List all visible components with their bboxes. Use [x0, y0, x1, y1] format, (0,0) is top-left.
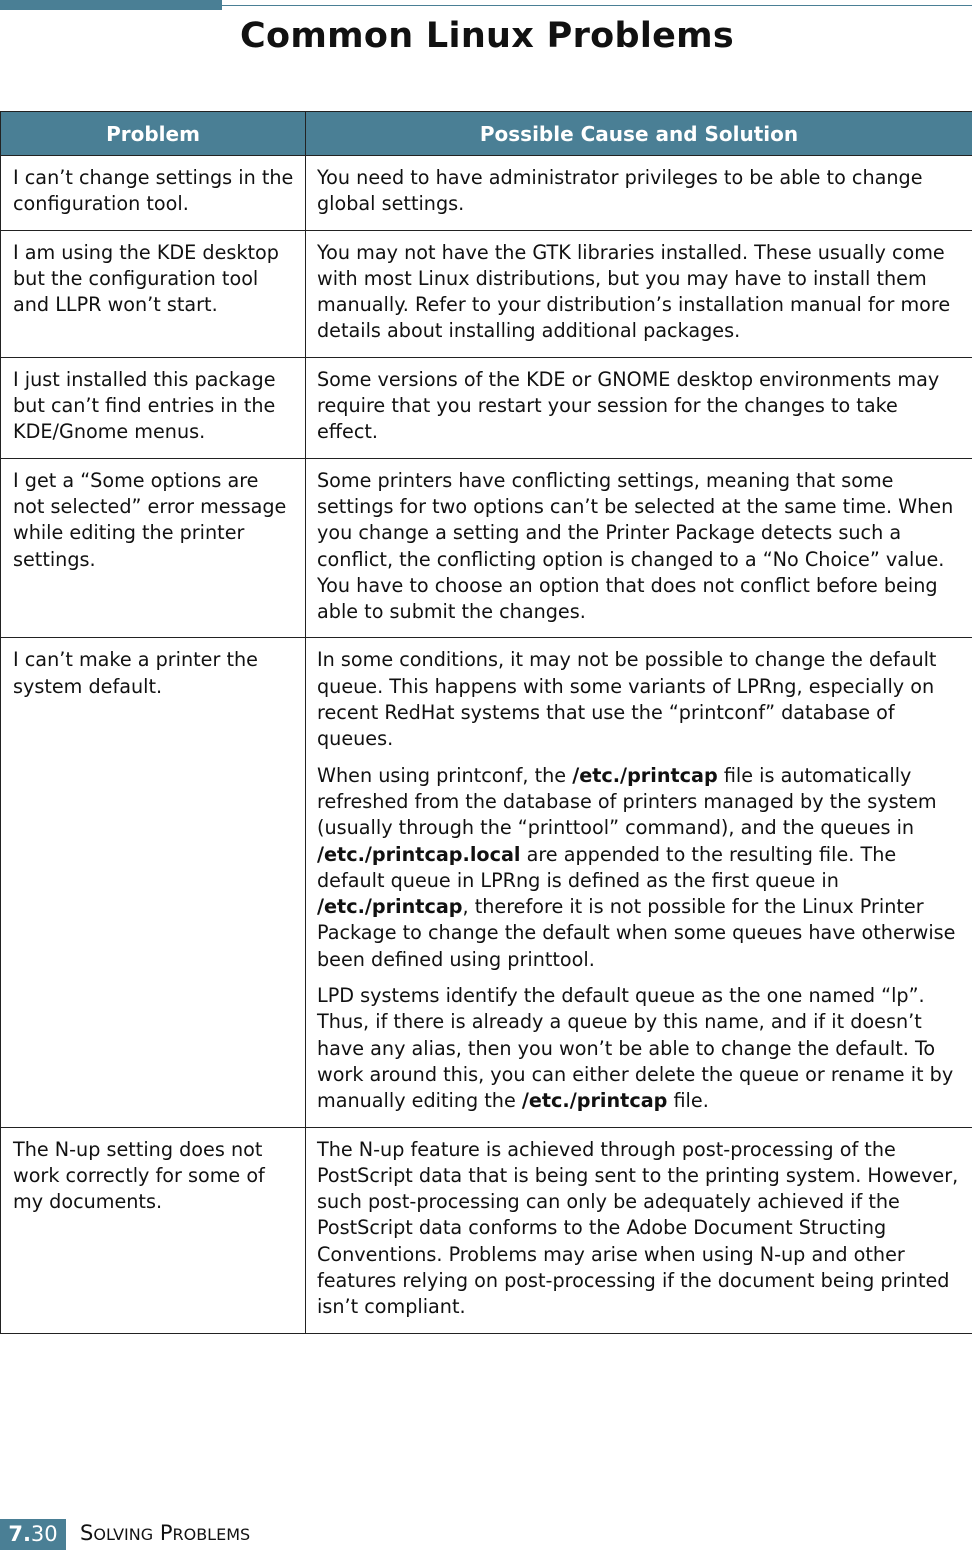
problem-cell: I am using the KDE desktop but the configuration tool and LLPR won’t start. [1, 230, 306, 357]
column-header-cause: Possible Cause and Solution [306, 112, 972, 156]
page-title: Common Linux Problems [240, 16, 735, 56]
solution-cell [306, 458, 972, 638]
solution-paragraph: Some printers have conflicting settings, meaning that some settings for two options can’t be selected at the same time. When you change a setting and the Printer Package detects such a conflict, the conflicting option is changed to a “No Choice” value. You have to choose an option that does not conflict before being able to submit the changes. [317, 468, 954, 624]
section-rest-1: OLVING [93, 1525, 154, 1544]
file-path: /etc./printcap.local [317, 842, 521, 866]
file-path: /etc./printcap [521, 1089, 668, 1113]
text-segment: , therefore it is not possible for the Linux Printer Package to change the default when some queues have otherwise been defined using printtool. [317, 895, 956, 971]
file-path: /etc./printcap [317, 895, 463, 919]
table-row [1, 638, 972, 1127]
problem-cell: I get a “Some options are not selected” error message while editing the printer settings. [1, 458, 306, 638]
table-row [1, 156, 972, 231]
solution-paragraph: Some versions of the KDE or GNOME desktop environments may require that you restart your session for the changes to take effect. [317, 367, 940, 444]
solution-paragraph: In some conditions, it may not be possible to change the default queue. This happens with some variants of LPRng, especially on recent RedHat systems that use the “printconf” database of queues. [317, 648, 937, 751]
table-row [1, 357, 972, 458]
file-path: /etc./printcap [572, 763, 718, 787]
solution-paragraph: The N-up feature is achieved through post-processing of the PostScript data that is being sent to the printing system. However, such post-processing can only be adequately achieved if the PostScript data conforms to the Adobe Document Structing Conventions. Problems may arise when using N-up and other features relying on post-processing if the document being printed isn’t compliant. [317, 1137, 959, 1319]
problem-cell: I can’t make a printer the system default. [1, 638, 306, 1127]
text-segment: LPD systems identify the default queue as the one named “lp”. Thus, if there is already a queue by this name, and if it doesn’t have any alias, then you won’t be able to change the default. To work around this, you can either delete the queue or rename it by manually editing the [317, 984, 954, 1113]
section-label [80, 1521, 250, 1545]
table-row [1, 1127, 972, 1333]
column-header-problem: Problem [1, 112, 306, 156]
solution-cell [306, 1127, 972, 1333]
solution-paragraph [317, 983, 964, 1114]
page-number: 30 [30, 1522, 58, 1546]
text-segment: file. [667, 1089, 709, 1113]
table-body [1, 156, 972, 1334]
problem-cell: I can’t change settings in the configuration tool. [1, 156, 306, 231]
table-row [1, 458, 972, 638]
problem-cell: I just installed this package but can’t find entries in the KDE/Gnome menus. [1, 357, 306, 458]
solution-cell [306, 230, 972, 357]
header-accent-bar [0, 0, 222, 10]
text-segment: When using printconf, the [317, 763, 573, 787]
problems-table [0, 111, 972, 1334]
solution-paragraph: You need to have administrator privileges to be able to change global settings. [317, 166, 923, 216]
text-segment: are appended to the resulting file. The default queue in LPRng is defined as the first queue in [317, 842, 897, 892]
header-rule [222, 5, 972, 6]
text-segment: file is automatically refreshed from the database of printers managed by the system (usually through the “printtool” command), and the queues in [317, 763, 937, 840]
solution-cell [306, 156, 972, 231]
solution-paragraph: You may not have the GTK libraries installed. These usually come with most Linux distributions, but you may have to install them manually. Refer to your distribution’s installation manual for more details about installing additional packages. [317, 240, 951, 343]
table-header-row [1, 112, 972, 156]
page-number-box [0, 1519, 66, 1550]
solution-cell [306, 357, 972, 458]
table-row [1, 230, 972, 357]
solution-paragraph [317, 763, 964, 973]
section-initial-1: S [80, 1521, 94, 1545]
section-initial-2: P [159, 1521, 173, 1545]
problem-cell: The N-up setting does not work correctly for some of my documents. [1, 1127, 306, 1333]
chapter-number: 7. [8, 1522, 31, 1546]
solution-cell [306, 638, 972, 1127]
section-rest-2: ROBLEMS [172, 1525, 251, 1544]
